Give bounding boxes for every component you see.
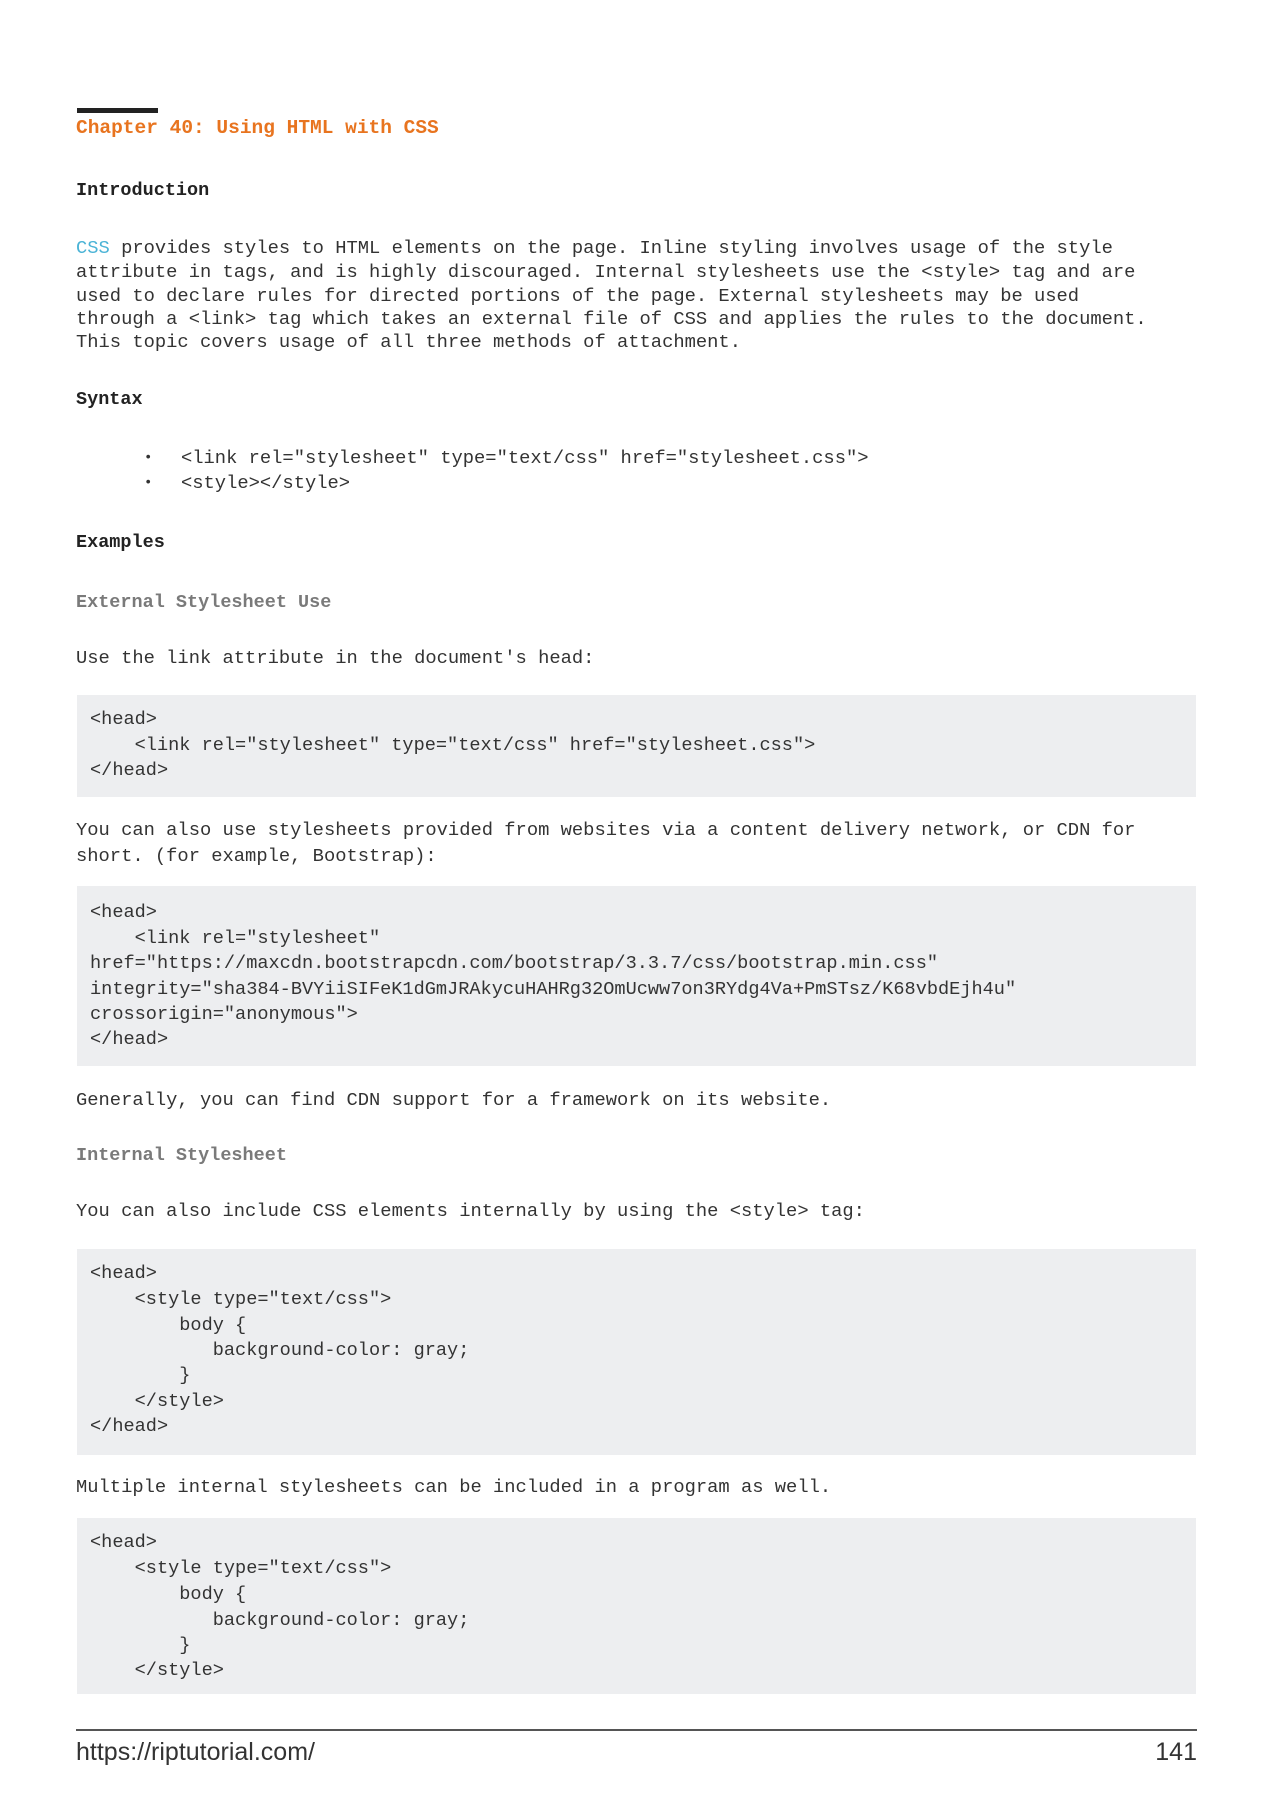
multiple-stylesheets-text: Multiple internal stylesheets can be included in a program as well.	[76, 1476, 832, 1498]
code-line: <head>	[90, 902, 157, 923]
cdn-text-line-2: short. (for example, Bootstrap):	[76, 845, 437, 867]
code-line: }	[90, 1365, 191, 1386]
intro-paragraph-line-4: through a <link> tag which takes an external file of CSS and applies the rules to the document.	[76, 308, 1147, 330]
code-line: <link rel="stylesheet"	[90, 928, 381, 949]
heading-syntax: Syntax	[76, 389, 143, 410]
chapter-top-rule	[77, 108, 158, 113]
cdn-text-line-1: You can also use stylesheets provided from websites via a content delivery network, or CDN for	[76, 819, 1136, 841]
code-line: <head>	[90, 1532, 157, 1553]
external-intro-text: Use the link attribute in the document's head:	[76, 647, 595, 669]
code-line: href="https://maxcdn.bootstrapcdn.com/bootstrap/3.3.7/css/bootstrap.min.css"	[90, 953, 939, 974]
code-block-internal-style	[77, 1249, 1196, 1455]
code-block-multiple-style	[77, 1518, 1196, 1694]
chapter-title: Chapter 40: Using HTML with CSS	[76, 117, 439, 139]
code-line: </style>	[90, 1391, 224, 1412]
code-line: background-color: gray;	[90, 1610, 470, 1631]
intro-paragraph-line-5: This topic covers usage of all three methods of attachment.	[76, 331, 741, 353]
code-block-external-link	[77, 695, 1196, 797]
code-line: integrity="sha384-BVYiiSIFeK1dGmJRAkycuHAHRg32OmUcww7on3RYdg4Va+PmSTsz/K68vbdEjh4u"	[90, 979, 1017, 1000]
internal-intro-text: You can also include CSS elements internally by using the <style> tag:	[76, 1200, 865, 1222]
code-line: </head>	[90, 1416, 169, 1437]
syntax-item-link: <link rel="stylesheet" type="text/css" href="stylesheet.css">	[181, 447, 869, 469]
page-number: 141	[1155, 1738, 1197, 1766]
footer-url-link[interactable]: https://riptutorial.com/	[76, 1738, 315, 1766]
code-line: body {	[90, 1315, 247, 1336]
code-line: </head>	[90, 760, 169, 781]
code-line: <head>	[90, 1263, 157, 1284]
css-link[interactable]: CSS	[76, 237, 110, 259]
heading-examples: Examples	[76, 532, 165, 553]
code-block-cdn-link	[77, 886, 1196, 1066]
syntax-item-style: <style></style>	[181, 472, 351, 494]
intro-paragraph-line-3: used to declare rules for directed portions of the page. External stylesheets may be used	[76, 285, 1080, 307]
code-line: </head>	[90, 1029, 169, 1050]
bullet-icon: •	[144, 450, 153, 466]
code-line: </style>	[90, 1660, 224, 1681]
code-line: crossorigin="anonymous">	[90, 1004, 358, 1025]
code-line: background-color: gray;	[90, 1340, 470, 1361]
intro-paragraph-line-2: attribute in tags, and is highly discouraged. Internal stylesheets use the <style> tag and are	[76, 261, 1136, 283]
code-line: <head>	[90, 709, 157, 730]
code-line: <link rel="stylesheet" type="text/css" href="stylesheet.css">	[90, 735, 816, 756]
code-line: <style type="text/css">	[90, 1289, 392, 1310]
heading-external-stylesheet-use: External Stylesheet Use	[76, 592, 332, 613]
heading-internal-stylesheet: Internal Stylesheet	[76, 1145, 287, 1166]
code-line: <style type="text/css">	[90, 1558, 392, 1579]
intro-paragraph-line-1: CSS provides styles to HTML elements on the page. Inline styling involves usage of the style	[76, 237, 1113, 259]
bullet-icon: •	[144, 475, 153, 491]
code-line: body {	[90, 1584, 247, 1605]
code-line: }	[90, 1635, 191, 1656]
footer-rule	[76, 1729, 1197, 1731]
heading-introduction: Introduction	[76, 180, 210, 201]
cdn-outro-text: Generally, you can find CDN support for a framework on its website.	[76, 1089, 832, 1111]
